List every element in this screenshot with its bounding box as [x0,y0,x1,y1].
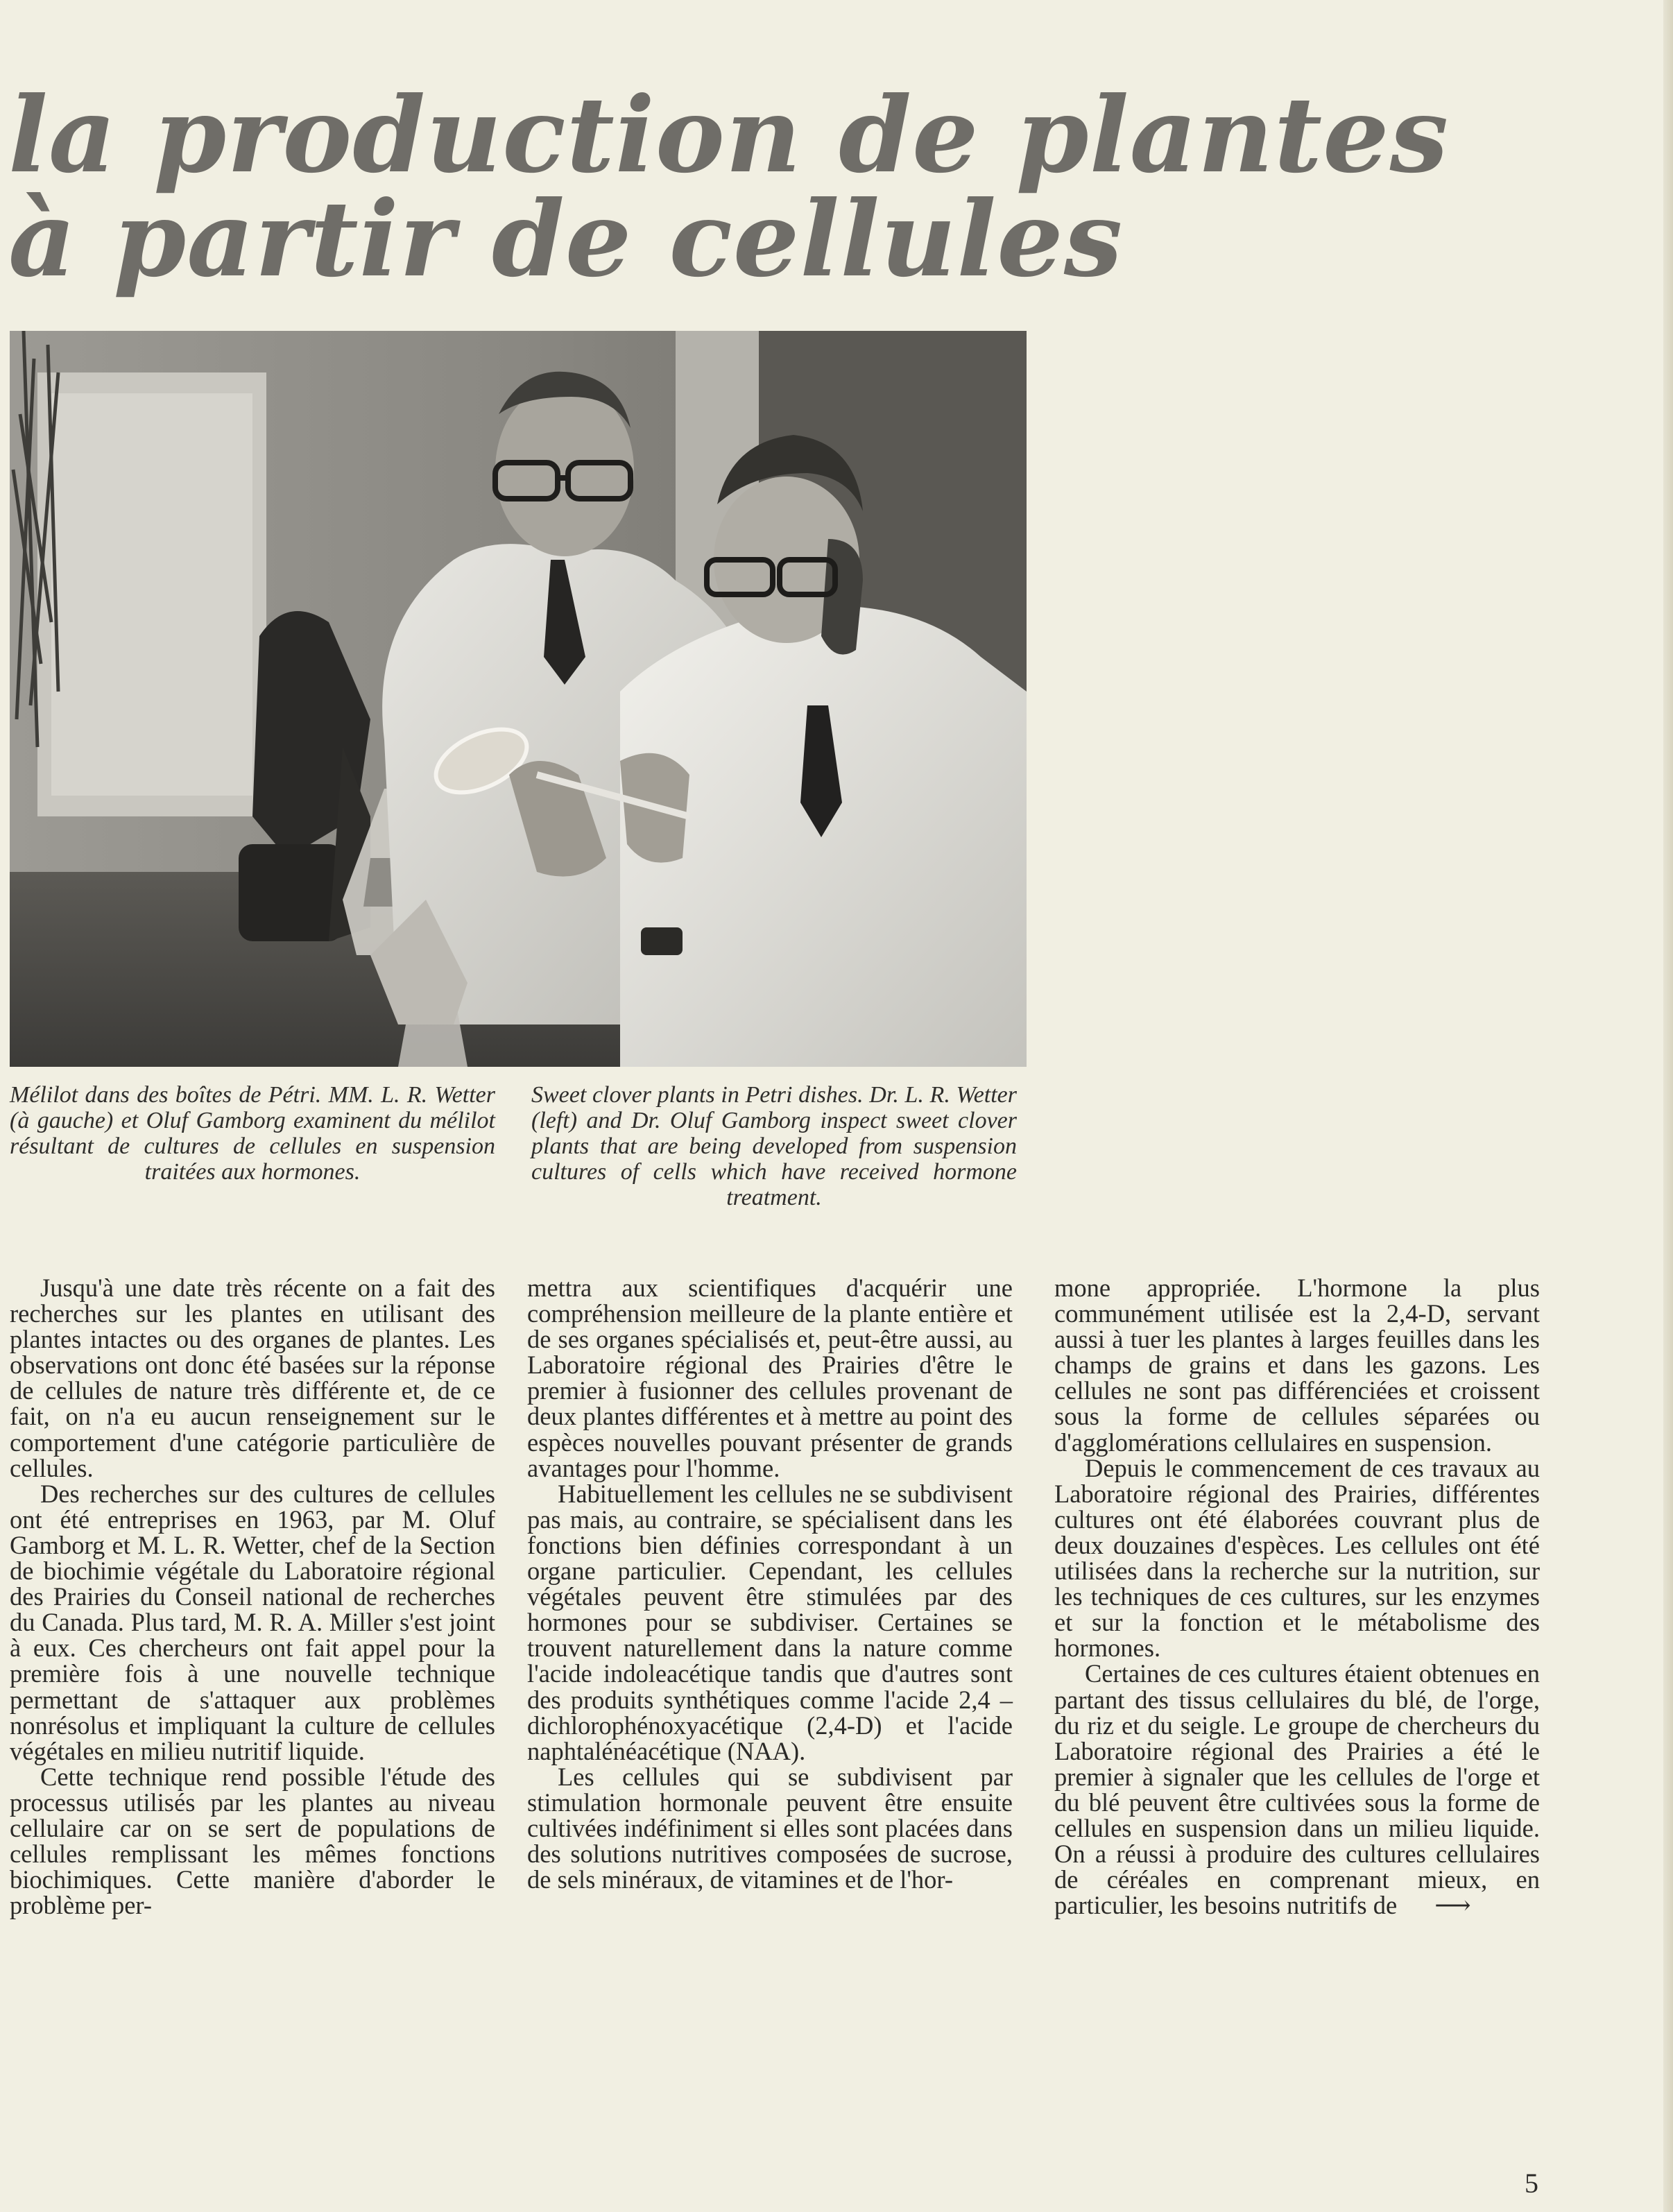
article-title [8,74,1450,300]
caption-english: Sweet clover plants in Petri dishes. Dr. L. R. Wetter (left) and Dr. Oluf Gamborg inspect sweet clover plants that are being developed from suspension cultures of cells which have received hormone treatment. [531,1082,1017,1210]
article-photo [10,331,1027,1067]
paragraph: Cette technique rend possible l'étude des processus utilisés par les plantes au niveau cellulaire car on se sert de populations de cellules remplissant les mêmes fonctions biochimiques. Cette manière d'aborder le problème per- [10,1762,495,1920]
paragraph: Depuis le commencement de ces travaux au Laboratoire régional des Prairies, différentes cultures ont été élaborées couvrant plus de deux douzaines d'espèces. Les cellules ont été utilisées dans la recherche sur la nutrition, sur les techniques de ces cultures, sur les enzymes et sur la fonction et le métabolisme des hormones. [1054,1453,1540,1663]
page-number: 5 [1525,2168,1538,2199]
paragraph: Jusqu'à une date très récente on a fait des recherches sur les plantes en utilisant des plantes intactes ou des organes de plantes. Les observations ont donc été basées sur la réponse de cellules de nature très différente et, de ce fait, on n'a eu aucun renseignement sur le comportement d'une catégorie particulière de cellules. [10,1274,495,1482]
photo-illustration [10,331,1027,1067]
title-line-2: à partir de cellules [8,178,1124,300]
paragraph: mettra aux scientifiques d'acquérir une compréhension meilleure de la plante entière et de ses organes spécialisés et, peut-être aussi, au Laboratoire régional des Prairies d'être le premier à fusionner des cellules provenant de deux plantes différentes et à mettre au point des espèces nouvelles pouvant présenter de grands avantages pour l'homme. [527,1274,1013,1482]
paragraph: Les cellules qui se subdivisent par stimulation hormonale peuvent être ensuite cultivées indéfiniment si elles sont placées dans des solutions nutritives composées de sucrose, de sels minéraux, de vitamines et de l'hor- [527,1762,1013,1894]
paragraph: mone appropriée. L'hormone la plus communément utilisée est la 2,4-D, servant aussi à tuer les plantes à larges feuilles dans les champs de grains et dans les gazons. Les cellules ne sont pas différenciées et croissent sous la forme de cellules séparées ou d'agglomérations cellulaires en suspension. [1054,1274,1540,1457]
text-column-2 [527,1275,1013,1892]
text-column-1 [10,1275,495,1918]
title-line-1: la production de plantes [8,74,1450,196]
paragraph: Habituellement les cellules ne se subdivisent pas mais, au contraire, se spécialisent dans les fonctions bien définies correspondant à un organe particulier. Cependant, les cellules végétales peuvent être stimulées par des hormones pour se subdiviser. Certaines se trouvent naturellement dans la nature comme l'acide indoleacétique tandis que d'autres sont des produits synthétiques comme l'acide 2,4 – dichlorophénoxyacétique (2,4-D) et l'acide naphtalénéacétique (NAA). [527,1479,1013,1765]
continue-arrow-icon: ⟶ [1434,1891,1471,1920]
paragraph [1054,1661,1540,1918]
text-column-3 [1054,1275,1540,1918]
paragraph: Des recherches sur des cultures de cellules ont été entreprises en 1963, par M. Oluf Gamborg et M. L. R. Wetter, chef de la Section de biochimie végétale du Laboratoire régional des Prairies du Conseil national de recherches du Canada. Plus tard, M. R. A. Miller s'est joint à eux. Ces chercheurs ont fait appel pour la première fois à une nouvelle technique permettant de s'attaquer aux problèmes nonrésolus et impliquant la culture de cellules végétales en milieu nutritif liquide. [10,1479,495,1765]
paragraph-text: Certaines de ces cultures étaient obtenues en partant des tissus cellulaires du blé, de l'orge, du riz et du seigle. Le groupe de chercheurs du Laboratoire régional des Prairies a été le premier à signaler que les cellules de l'orge et du blé peuvent être cultivées sous la forme de cellules en suspension dans un milieu liquide. On a réussi à produire des cultures cellulaires de céréales en comprenant mieux, en particulier, les besoins nutritifs de [1054,1659,1540,1920]
page-edge [1663,0,1673,2212]
caption-french: Mélilot dans des boîtes de Pétri. MM. L. R. Wetter (à gauche) et Oluf Gamborg examinent du mélilot résultant de cultures de cellules en suspension traitées aux hormones. [10,1082,495,1185]
